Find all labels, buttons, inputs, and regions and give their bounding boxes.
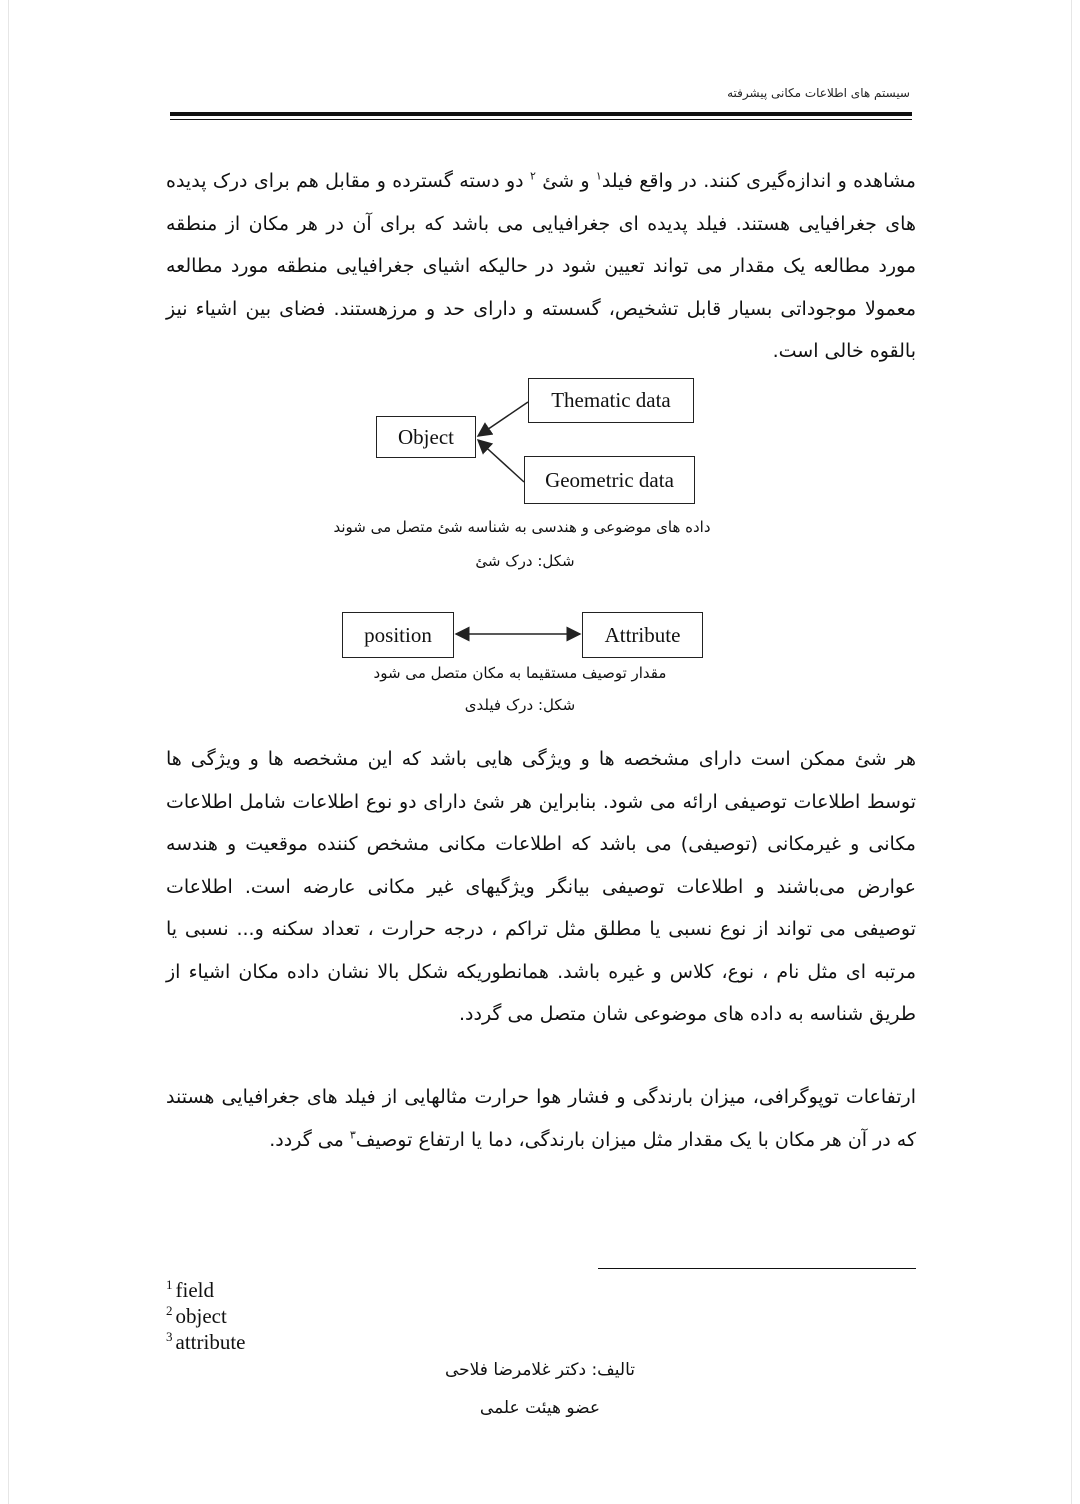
figure-2-caption: مقدار توصیف مستقیما به مکان متصل می شود [373,664,667,682]
footnote-3-text: attribute [175,1330,246,1354]
footnote-ref-3: ۳ [349,1128,356,1142]
paragraph-1-part-b: و شئ [535,170,596,192]
paragraph-3-part-b: می گردد. [269,1128,350,1151]
paragraph-3-part-a: ارتفاعات توپوگرافی، میزان بارندگی و فشار هوا حرارت مثالهایی از فیلد های جغرافیایی هستند که در آن هر مکان با یک مقدار مثل میزان بارندگی، دما یا ارتفاع توصیف [166,1086,916,1151]
thematic-to-object-arrow [478,402,528,436]
figure-1-caption: داده های موضوعی و هندسی به شناسه شئ متصل می شوند [333,518,711,536]
footnote-ref-1: ۱ [595,169,602,183]
figure-1-title: شکل: درک شئ [475,552,575,570]
footnote-2-text: object [175,1304,227,1328]
author-name: تالیف: دکتر غلامرضا فلاحی [444,1360,635,1380]
position-box: position [342,612,454,658]
footnote-ref-2: ۲ [529,169,536,183]
object-box: Object [376,416,476,458]
paragraph-1-part-a: مشاهده و اندازه‌گیری کنند. در واقع فیلد [601,170,916,192]
footnote-2 [166,1304,227,1329]
footnote-3 [166,1330,245,1355]
running-header: سیستم های اطلاعات مکانی پیشرفته [727,86,910,100]
paragraph-3 [166,1076,916,1161]
attribute-box: Attribute [582,612,703,658]
footnote-1-number: 1 [166,1277,173,1292]
footnote-1-text: field [175,1278,214,1302]
footnote-3-number: 3 [166,1329,173,1344]
author-title: عضو هیئت علمی [479,1398,601,1418]
paragraph-1-part-c: دو دسته گسترده و مقابل هم برای درک پدیده های جغرافیایی هستند. فیلد پدیده ای جغرافیایی می باشد که برای آن در هر مکان از منطقه مورد مطالعه یک مقدار می تواند تعیین شود در حالیکه اشیای جغرافیایی منطقه مورد مطالعه معمولا موجوداتی بسیار قابل تشخیص، گسسته و دارای حد و مرزهستند. فضای بین اشیاء نیز بالقوه خالی است. [166,170,916,362]
paragraph-2: هر شئ ممکن است دارای مشخصه ها و ویژگی هایی باشد که این مشخصه ها و ویژگی ها توسط اطلاعات توصیفی ارائه می شود. بنابراین هر شئ دارای دو نوع اطلاعات شامل اطلاعات مکانی و غیرمکانی (توصیفی) می باشد که اطلاعات مکانی مشخص کننده موقعیت و هندسه عوارض می‌باشند و اطلاعات توصیفی بیانگر ویژگیهای غیر مکانی عارضه است. اطلاعات توصیفی می تواند از نوع نسبی یا مطلق مثل تراکم ، درجه حرارت ، تعداد سکنه و... نسبی یا مرتبه ای مثل نام ، نوع، کلاس و غیره باشد. همانطوریکه شکل بالا نشان داده مکان اشیاء از طریق شناسه به داده های موضوعی شان متصل می گردد. [166,748,916,1025]
footnote-1 [166,1278,214,1303]
thematic-data-box: Thematic data [528,378,694,423]
geometric-to-object-arrow [478,440,524,482]
geometric-data-box: Geometric data [524,456,695,504]
figure-2-title: شکل: درک فیلدی [464,696,576,714]
footnote-2-number: 2 [166,1303,173,1318]
footnote-separator [598,1268,916,1269]
